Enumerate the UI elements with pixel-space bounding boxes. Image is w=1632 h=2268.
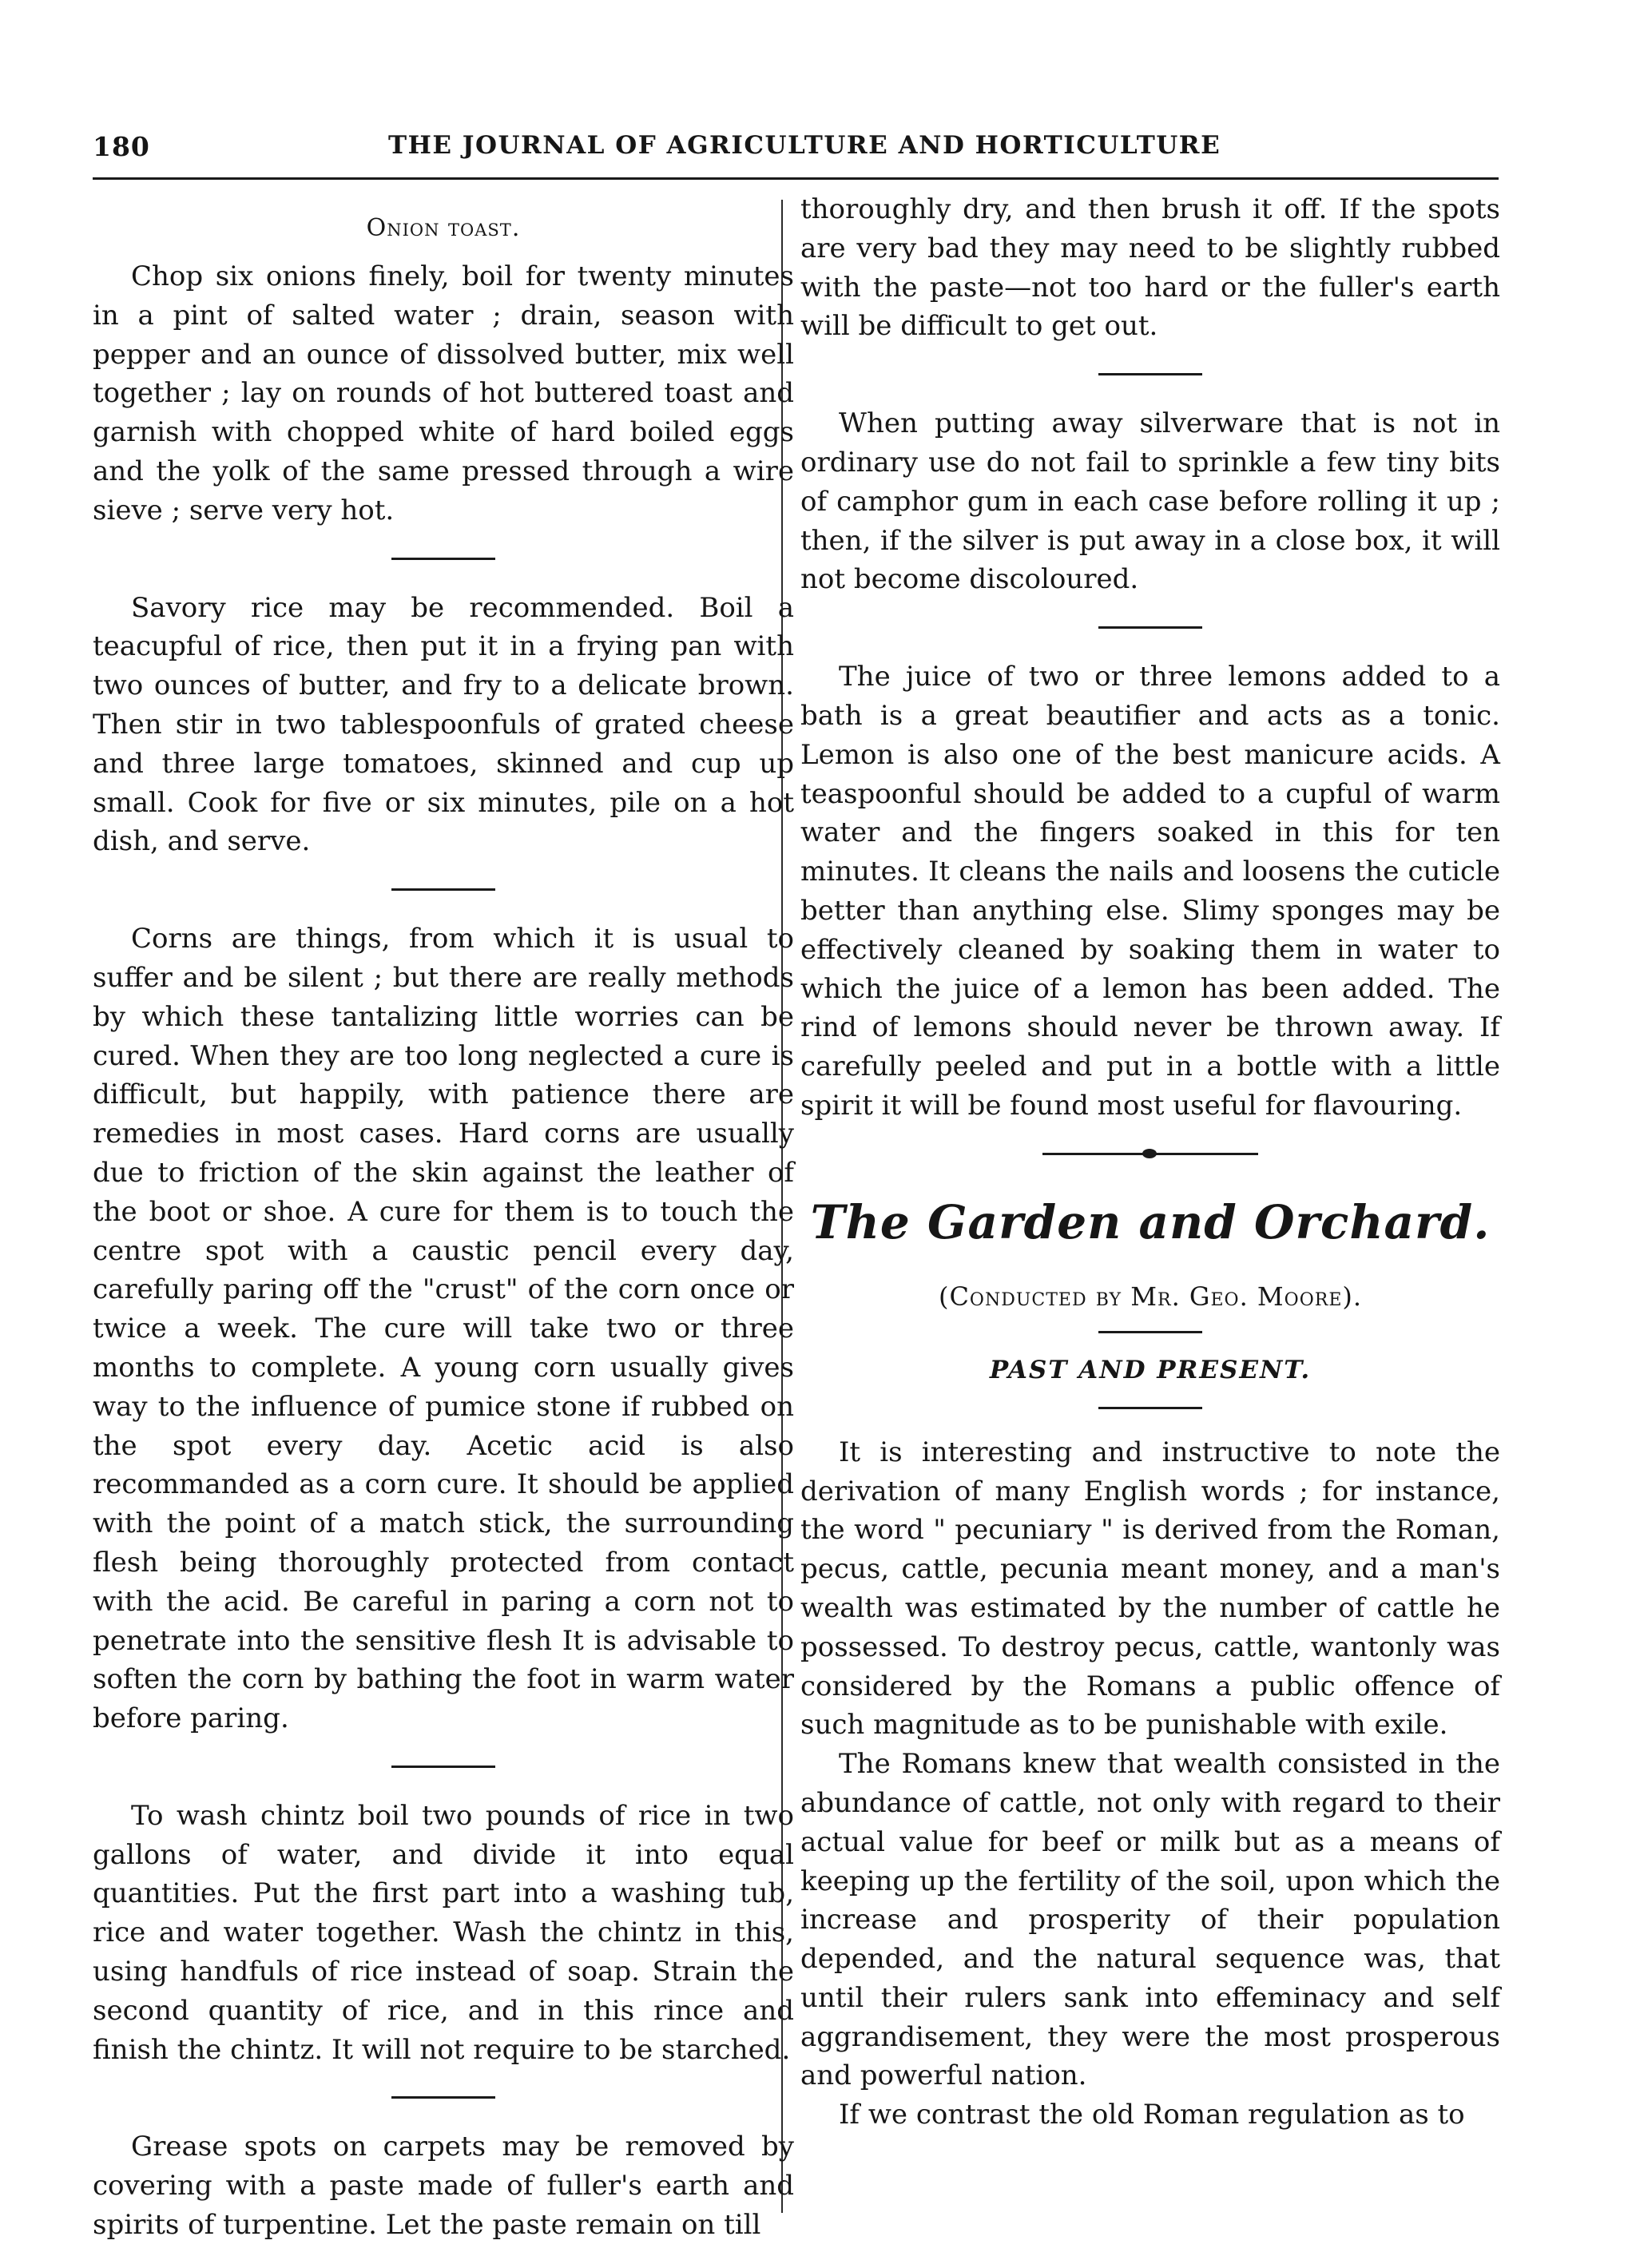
running-head: THE JOURNAL OF AGRICULTURE AND HORTICULTURE (388, 131, 1221, 160)
separator-rule (1098, 373, 1202, 375)
header-rule (93, 177, 1499, 180)
onion-toast-paragraph: Chop six onions finely, boil for twenty minutes in a pint of salted water ; drain, season with pepper and an ounce of dissolved butter, mix well together ; lay on rounds of hot buttered toast and garnish with chopped white of hard boiled eggs and the yolk of the same pressed through a wire sieve ; serve very hot. (93, 260, 794, 526)
separator-rule (1098, 626, 1202, 629)
rule-ornament (1142, 1149, 1157, 1158)
section-title: The Garden and Orchard. (810, 1194, 1491, 1249)
grease-spots-continued: thoroughly dry, and then brush it off. If the spots are very bad they may need to be slightly rubbed with the paste—not too hard or the fuller's earth will be difficult to get out. (800, 193, 1500, 343)
pecuniary-paragraph: It is interesting and instructive to note the derivation of many English words ; for instance, the word " pecuniary " is derived from the Roman, pecus, cattle, pecunia meant money, and a man's wealth was estimated by the number of cattle he possessed. To destroy pecus, cattle, wantonly was considered by the Romans a public offence of such magnitude as to be punishable with exile. (800, 1436, 1500, 1742)
romans-wealth-paragraph: The Romans knew that wealth consisted in the abundance of cattle, not only with regard to their actual value for beef or milk but as a means of keeping up the fertility of the soil, upon which the increase and prosperity of their population depended, and the natural sequence was, that until their rulers sank into effeminacy and self aggrandisement, they were the most prosperous and powerful nation. (800, 1748, 1500, 2092)
separator-rule (1098, 1407, 1202, 1409)
grease-spots-paragraph: Grease spots on carpets may be removed by covering with a paste made of fuller's earth and spirits of turpentine. Let the paste remain on till (93, 2131, 794, 2242)
page-header (93, 126, 1499, 165)
roman-regulation-paragraph: If we contrast the old Roman regulation as to (839, 2099, 1465, 2131)
page-number: 180 (93, 131, 150, 162)
separator-rule (391, 888, 495, 891)
onion-toast-heading: Onion toast. (366, 214, 521, 242)
left-column (93, 198, 794, 2245)
separator-rule (391, 1766, 495, 1768)
past-and-present-heading: PAST AND PRESENT. (989, 1355, 1312, 1384)
separator-rule (1098, 1331, 1202, 1333)
corns-paragraph: Corns are things, from which it is usual to suffer and be silent ; but there are really methods by which these tantalizing little worries can be cured. When they are too long neglected a cure is difficult, but happily, with patience there are remedies in most cases. Hard corns are usually due to friction of the skin against the leather of the boot or shoe. A cure for them is to touch the centre spot with a caustic pencil every day, carefully paring off the "crust" of the corn once or twice a week. The cure will take two or three months to complete. A young corn usually gives way to the influence of pumice stone if rubbed on the spot every day. Acetic acid is also recommanded as a corn cure. It should be applied with the point of a match stick, the surrounding flesh being thoroughly protected from contact with the acid. Be careful in paring a corn not to penetrate into the sensitive flesh It is advisable to soften the corn by bathing the foot in warm water before paring. (93, 923, 794, 1735)
savory-rice-paragraph: Savory rice may be recommended. Boil a teacupful of rice, then put it in a frying pan with two ounces of butter, and fry to a delicate brown. Then stir in two tablespoonfuls of grated cheese and three large tomatoes, skinned and cup up small. Cook for five or six minutes, pile on a hot dish, and serve. (93, 591, 794, 858)
separator-rule (391, 2096, 495, 2099)
section-rule (1042, 1153, 1258, 1155)
conductor-line: (Conducted by Mr. Geo. Moore). (938, 1281, 1363, 1312)
chintz-paragraph: To wash chintz boil two pounds of rice in two gallons of water, and divide it into equal quantities. Put the first part into a washing tub, rice and water together. Wash the chintz in this, using handfuls of rice instead of soap. Strain the second quantity of rice, and in this rince and finish the chintz. It will not require to be starched. (93, 1799, 794, 2066)
right-column (800, 190, 1500, 2135)
separator-rule (391, 558, 495, 560)
lemons-paragraph: The juice of two or three lemons added to a bath is a great beautifier and acts as a tonic. Lemon is also one of the best manicure acids. A teaspoonful should be added to a cupful of warm water and the fingers soaked in this for ten minutes. It cleans the nails and loosens the cuticle better than anything else. Slimy sponges may be effectively cleaned by soaking them in water to which the juice of a lemon has been added. The rind of lemons should never be thrown away. If carefully peeled and put in a bottle with a little spirit it will be found most useful for flavouring. (800, 661, 1500, 1122)
silverware-paragraph: When putting away silverware that is not in ordinary use do not fail to sprinkle a few tiny bits of camphor gum in each case before rolling it up ; then, if the silver is put away in a close box, it will not become discoloured. (800, 407, 1500, 596)
